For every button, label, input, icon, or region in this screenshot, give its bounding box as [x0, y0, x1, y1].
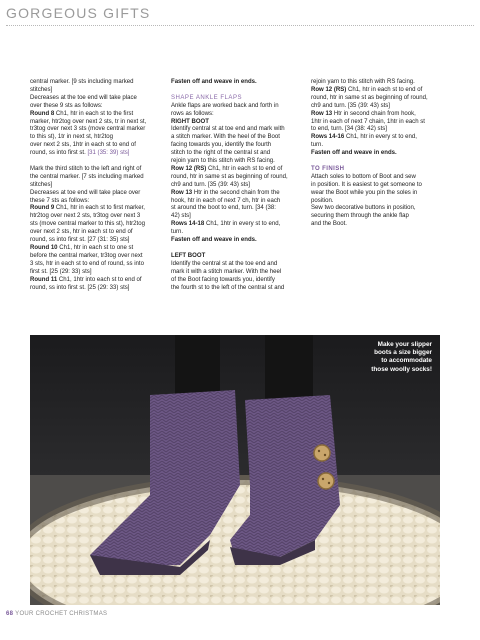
- text-line: rejoin yarn to this stitch with RS facing.: [171, 158, 275, 165]
- text-line: round, ss into first st. [31 (35: 39) sts]: [30, 150, 130, 157]
- text-line: the fourth st to the left of the central st and: [171, 284, 285, 291]
- text-line: 1htr in each of next 7 chain, 1htr in each st: [311, 118, 425, 125]
- text-line: rejoin yarn to this stitch with RS facing.: [311, 79, 415, 85]
- text-line: htr2tog over next 2 sts, tr3tog over next 3: [30, 213, 141, 220]
- text-line: hook, htr in each of next 7 ch, htr in each: [171, 197, 281, 204]
- text-line: round, htr in same st as beginning of round,: [171, 173, 288, 180]
- text-line: facing towards you, identify the fourth: [171, 142, 272, 149]
- text-line: 42) sts]: [171, 213, 191, 220]
- text-line: stitches]: [30, 86, 53, 93]
- text-line: Ankle flaps are worked back and forth in: [171, 102, 279, 109]
- boots-photo: [30, 335, 440, 605]
- instruction-round-10: Round 10 Ch1, htr in each st to one st: [30, 245, 134, 252]
- text-line: ch9 and turn. [35 (39: 43) sts]: [171, 181, 250, 188]
- instruction-row-13: Row 13 Htr in second chain from hook,: [311, 110, 416, 117]
- text-line: over next 2 sts, 1htr in each st to end of: [30, 142, 136, 149]
- text-column-3: [311, 79, 450, 229]
- text-line: mark it with a stitch marker. With the heel: [171, 268, 282, 275]
- text-line: a stitch marker. With the heel of the Boot: [171, 134, 280, 141]
- text-line: round, ss into first st. [27 (31: 35) sts]: [30, 237, 130, 244]
- instruction-row-13: Row 13 Htr in the second chain from the: [171, 189, 280, 196]
- text-column-1: [30, 79, 169, 292]
- text-line: turn.: [311, 142, 324, 149]
- photo-caption: Make your slipper boots a size bigger to accommodate those woolly socks!: [371, 341, 432, 373]
- instruction-round-8: [30, 111, 169, 119]
- text-line: first st. [25 (29: 33) sts]: [30, 268, 92, 275]
- stitch-count: [31 (35: 39) sts]: [87, 150, 130, 157]
- text-column-2: [171, 79, 310, 292]
- round-label: Round 8: [30, 110, 55, 117]
- instruction-rows-14-18: Rows 14-18 Ch1, 1htr in every st to end,: [171, 221, 281, 228]
- text-line: of the Boot facing towards you, identify: [171, 276, 275, 283]
- page-footer: [6, 611, 107, 617]
- text-line: to this st), 1tr in next st, htr2tog: [30, 134, 114, 141]
- magazine-name: YOUR CROCHET CHRISTMAS: [15, 611, 108, 617]
- round-label: Round 10: [30, 245, 58, 252]
- text-line: ch9 and turn. [35 (39: 43) sts]: [311, 102, 390, 109]
- text-line: in position. It is easiest to get someone to: [311, 181, 422, 188]
- text-line: sts (move central marker to this st), htr2tog: [30, 221, 145, 228]
- text-line: over next 2 sts, htr in each st to end of: [30, 229, 133, 236]
- text-line: and the Boot.: [311, 221, 347, 228]
- instruction-row-12: Row 12 (RS) Ch1, htr in each st to end of: [311, 86, 423, 93]
- text-line: to end, turn. [34 (38: 42) sts]: [311, 126, 387, 133]
- text-line: tr3tog over next 3 sts (move central marker: [30, 126, 146, 133]
- text-line: central marker. [9 sts including marked: [30, 79, 134, 85]
- text-line: Fasten off and weave in ends.: [171, 79, 257, 85]
- text-line: Identify the central st at the toe end and: [171, 260, 278, 267]
- round-label: Round 9: [30, 205, 55, 212]
- text-line: Fasten off and weave in ends.: [171, 237, 257, 244]
- text-line: round, ss into first st. [25 (29: 33) sts]: [30, 284, 130, 291]
- instruction-round-11: Round 11 Ch1, 1htr into each st to end of: [30, 276, 142, 283]
- subheading-left-boot: LEFT BOOT: [171, 252, 206, 259]
- text-line: wear the Boot while you pin the soles in: [311, 189, 418, 196]
- header-divider: [6, 25, 474, 26]
- instruction-round-9: Round 9 Ch1, htr in each st to first marker,: [30, 205, 145, 212]
- section-title: GORGEOUS GIFTS: [6, 5, 151, 21]
- subheading-ankle-flaps: SHAPE ANKLE FLAPS: [171, 94, 243, 101]
- page-number: 68: [6, 611, 14, 617]
- text-line: these 7 sts as follows:: [30, 197, 90, 204]
- text-line: rows as follows:: [171, 110, 214, 117]
- text-line: Decreases at the toe end will take place: [30, 94, 137, 101]
- text-line: st around the boot to end, turn. [34 (38:: [171, 205, 276, 212]
- text-line: Ch1, htr in each st to the first: [54, 110, 134, 117]
- text-line: turn.: [171, 229, 184, 236]
- text-line: Mark the third stitch to the left and right of: [30, 165, 142, 172]
- text-line: stitch to the right of the central st and: [171, 150, 271, 157]
- instruction-row-12: Row 12 (RS) Ch1, htr in each st to end of: [171, 165, 283, 172]
- text-line: over these 9 sts as follows:: [30, 102, 103, 109]
- text-line: marker, htr2tog over next 2 sts, tr in next st,: [30, 118, 147, 125]
- text-line: Identify central st at toe end and mark with: [171, 126, 285, 133]
- text-line: 3 sts, htr in each st to end of round, ss into: [30, 260, 144, 267]
- crochet-boots-illustration: [30, 335, 440, 605]
- text-line: Sew two decorative buttons in position,: [311, 205, 416, 212]
- subheading-right-boot: RIGHT BOOT: [171, 118, 209, 125]
- text-line: round, htr in same st as beginning of round,: [311, 94, 428, 101]
- text-line: stitches]: [30, 181, 53, 188]
- text-line: before the central marker, tr3tog over next: [30, 252, 143, 259]
- round-label: Round 11: [30, 276, 58, 283]
- text-line: Fasten off and weave in ends.: [311, 150, 397, 157]
- text-line: Attach soles to bottom of Boot and sew: [311, 173, 416, 180]
- instruction-rows-14-16: Rows 14-16 Ch1, htr in every st to end,: [311, 134, 417, 141]
- text-line: the central marker. [7 sts including marked: [30, 173, 144, 180]
- text-line: securing them through the ankle flap: [311, 213, 409, 220]
- text-line: position.: [311, 197, 334, 204]
- text-line: Decreases at toe end will take place over: [30, 189, 141, 196]
- subheading-to-finish: TO FINISH: [311, 165, 345, 172]
